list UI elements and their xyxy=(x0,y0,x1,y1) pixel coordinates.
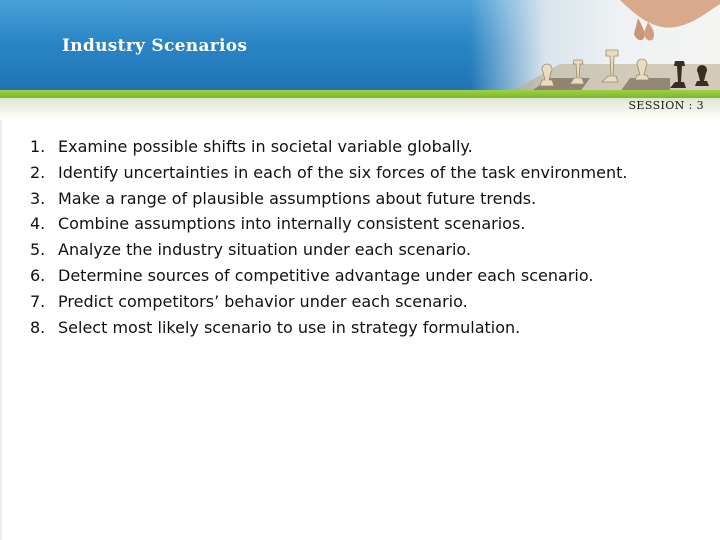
stripe-shadow xyxy=(0,98,720,120)
steps-list xyxy=(30,134,700,340)
step-text: Identify uncertainties in each of the six forces of the task environment. xyxy=(58,162,628,182)
list-item xyxy=(30,186,700,212)
list-item xyxy=(30,211,700,237)
list-item xyxy=(30,289,700,315)
step-text: Make a range of plausible assumptions about future trends. xyxy=(58,188,537,208)
list-item xyxy=(30,134,700,160)
green-stripe xyxy=(0,90,720,98)
step-number: 1. xyxy=(30,137,46,156)
slide-title: Industry Scenarios xyxy=(62,36,248,56)
list-item xyxy=(30,315,700,341)
step-text: Select most likely scenario to use in strategy formulation. xyxy=(58,317,521,337)
header-banner xyxy=(0,0,720,92)
step-number: 2. xyxy=(30,162,46,182)
step-number: 5. xyxy=(30,240,46,260)
left-border xyxy=(0,120,2,540)
step-text: Analyze the industry situation under each scenario. xyxy=(58,240,471,260)
step-text: Determine sources of competitive advantage under each scenario. xyxy=(58,265,594,285)
chess-pieces-icon xyxy=(470,0,720,92)
list-item xyxy=(30,263,700,289)
step-text: Examine possible shifts in societal variable globally. xyxy=(58,137,473,156)
chess-pieces-image xyxy=(470,0,720,92)
list-item xyxy=(30,160,700,186)
step-text: Predict competitors’ behavior under each scenario. xyxy=(58,291,468,311)
step-text: Combine assumptions into internally consistent scenarios. xyxy=(58,214,526,234)
list-item xyxy=(30,237,700,263)
step-number: 6. xyxy=(30,265,46,285)
step-number: 7. xyxy=(30,291,46,311)
step-number: 8. xyxy=(30,317,46,337)
session-label: SESSION : 3 xyxy=(628,99,704,112)
step-number: 3. xyxy=(30,188,46,208)
step-number: 4. xyxy=(30,214,46,234)
